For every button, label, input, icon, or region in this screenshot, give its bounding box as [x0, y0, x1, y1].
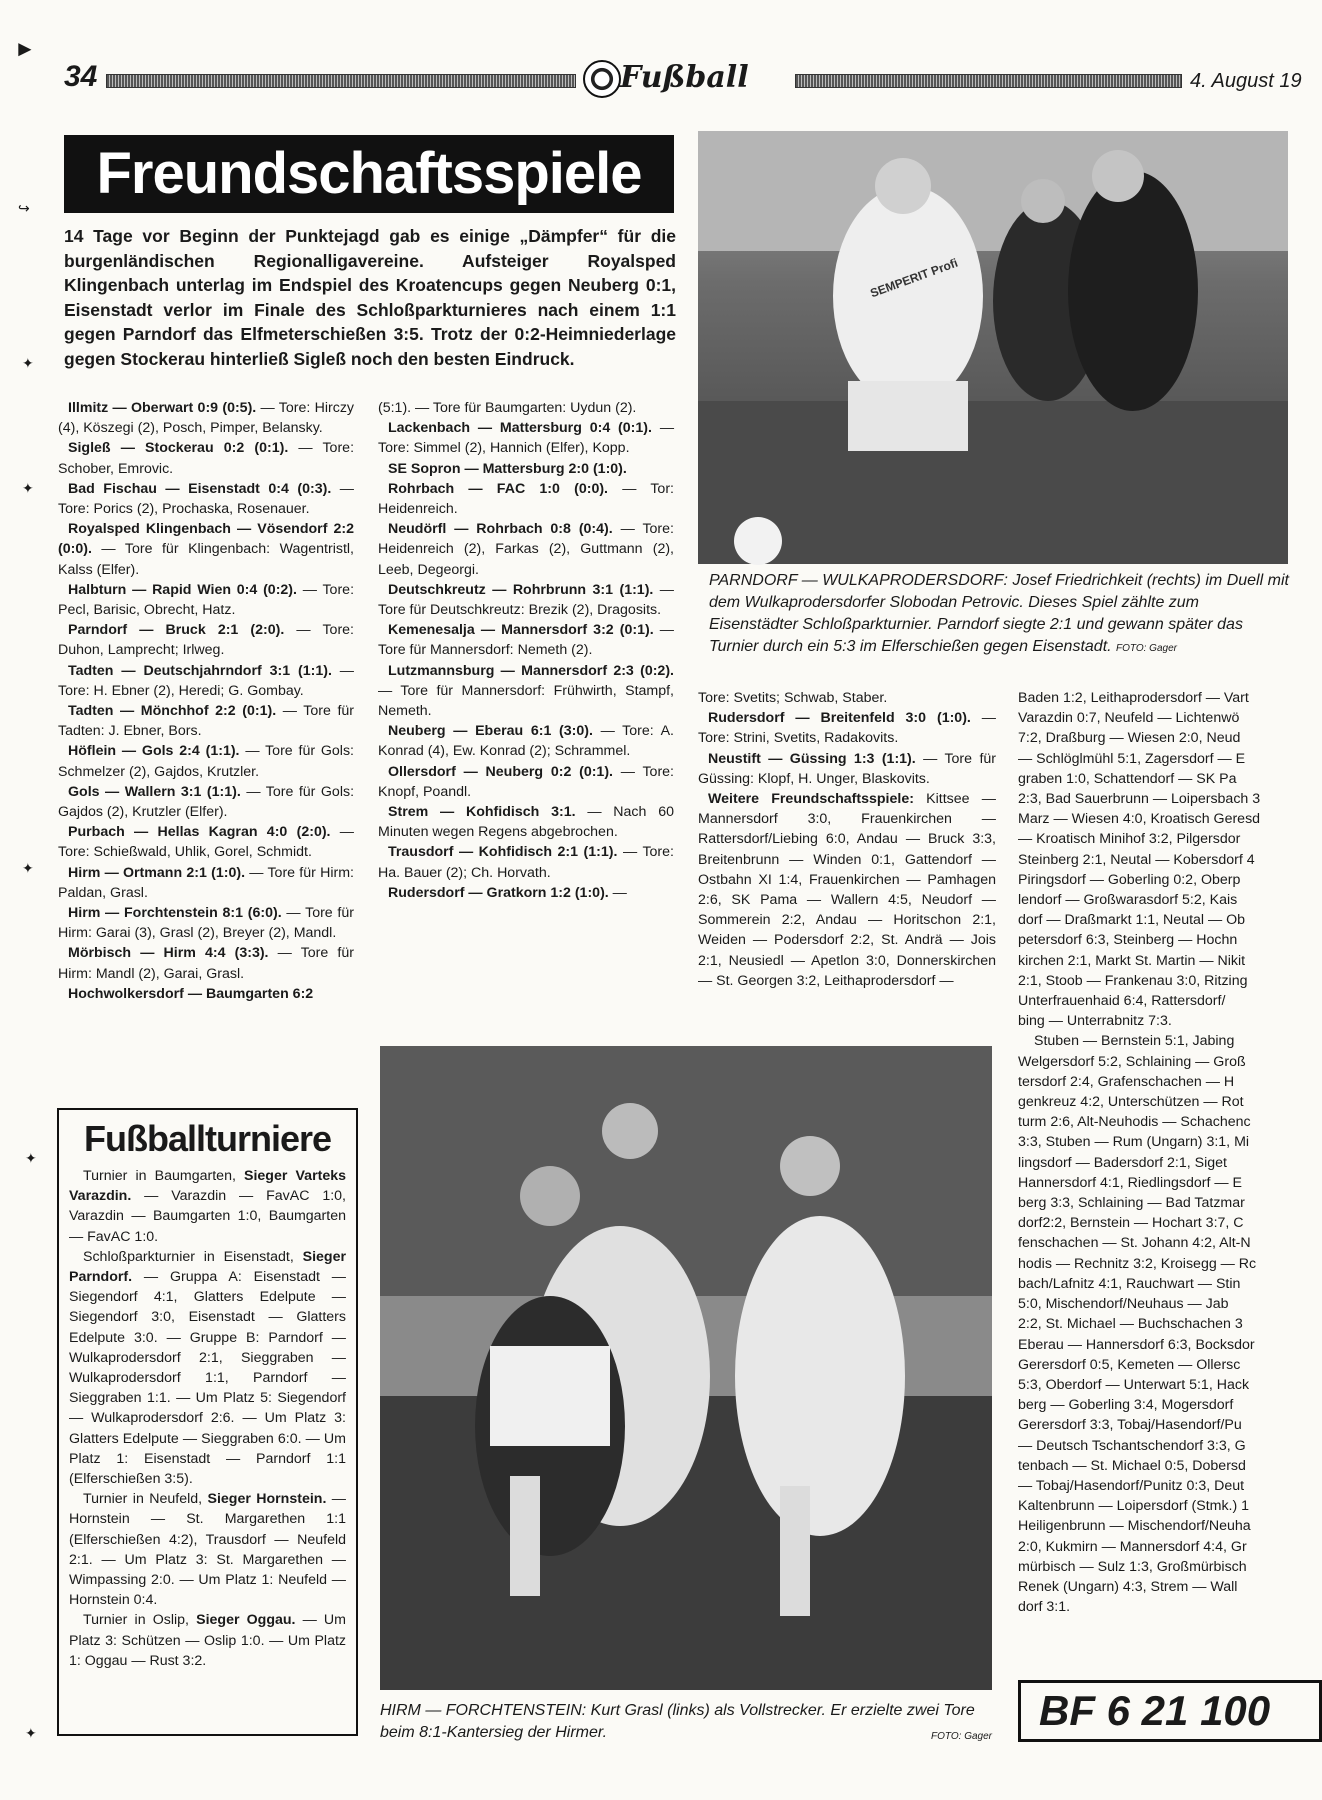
result-detail: — Tore für Klingenbach: Wagentristl, Kalss (Elfer).: [58, 541, 354, 578]
result-match: Mörbisch — Hirm 4:4 (3:3).: [68, 945, 269, 962]
tournament-entry: [69, 1610, 346, 1671]
photo-bottom-caption: [380, 1700, 992, 1744]
shirt-sponsor: SEMPERIT Profi: [868, 255, 960, 301]
result-detail: — Tore: Pecl, Barisic, Obrecht, Hatz.: [58, 581, 355, 619]
results-column-1: [58, 398, 354, 1004]
photo-bottom-credit: FOTO: Gager: [931, 1731, 992, 1742]
result-match: Tadten — Mönchhof 2:2 (0:1).: [68, 703, 277, 720]
result-line: Gerersdorf 3:3, Tobaj/Hasendorf/Pu: [1018, 1417, 1242, 1434]
result-detail: — Tore: Ha. Bauer (2); Ch. Horvath.: [378, 844, 674, 881]
result-line: Baden 1:2, Leithaprodersdorf — Vart: [1018, 690, 1249, 706]
photo-bottom-caption-text: HIRM — FORCHTENSTEIN: Kurt Grasl (links) als Vollstrecker. Er erzielte zwei Tore beim 8:1-Kantersieg der Hirmer.: [380, 1702, 975, 1741]
result-line: Heiligenbrunn — Mischendorf/Neuha: [1018, 1518, 1251, 1535]
result-line: kirchen 2:1, Markt St. Martin — Nikit: [1018, 952, 1246, 969]
result-line: — Schlöglmühl 5:1, Zagersdorf — E: [1018, 750, 1246, 767]
result-match: Rudersdorf — Breitenfeld 3:0 (1:0).: [708, 710, 971, 727]
result-match: Rohrbach — FAC 1:0 (0:0).: [388, 480, 608, 497]
issue-date: 4. August 19: [1190, 70, 1302, 92]
photo-top-caption-text: PARNDORF — WULKAPRODERSDORF: Josef Friedrichkeit (rechts) im Duell mit dem Wulkaprodersdorfer Slobodan Petrovic. Dieses Spiel zählte zum Eisenstädter Schloßparkturnier. Parndorf siegte 2:1 und gewann später das Turnier durch ein 5:3 im Elferschießen gegen Eisenstadt.: [709, 572, 1289, 655]
tournament-winner: Sieger Varteks Varazdin.: [69, 1168, 346, 1205]
result-entry: [58, 984, 354, 1004]
result-line: 3:3, Stuben — Rum (Ungarn) 3:1, Mi: [1018, 1134, 1250, 1151]
result-line: berg 3:3, Schlaining — Bad Tatzmar: [1018, 1195, 1245, 1212]
result-entry: [378, 459, 674, 479]
result-match: Illmitz — Oberwart 0:9 (0:5).: [68, 400, 257, 416]
tournament-winner: Sieger Hornstein.: [207, 1491, 327, 1508]
margin-mark: ✦: [25, 1150, 37, 1166]
result-line: Stuben — Bernstein 5:1, Jabing: [1034, 1033, 1235, 1050]
photo-hirm-match: [380, 1046, 992, 1690]
result-match: Neustift — Güssing 1:3 (1:1).: [708, 750, 916, 767]
margin-mark: ✦: [25, 1725, 37, 1741]
result-detail: Tore: Svetits; Schwab, Staber.: [698, 690, 888, 706]
page-number: 34: [64, 60, 98, 93]
result-match: Weitere Freundschaftsspiele:: [708, 791, 914, 808]
result-line: bach/Lafnitz 4:1, Rauchwart — Stin: [1018, 1275, 1241, 1292]
result-match: Strem — Kohfidisch 3:1.: [388, 804, 576, 821]
result-line: bing — Unterrabnitz 7:3.: [1018, 1013, 1172, 1030]
result-match: Lutzmannsburg — Mannersdorf 2:3 (0:2).: [388, 662, 674, 679]
header-rule-right: [795, 74, 1182, 88]
result-line: 5:0, Mischendorf/Neuhaus — Jab: [1018, 1296, 1229, 1313]
result-detail: — Tore für Hirm: Garai (3), Grasl (2), Breyer (2), Mandl.: [58, 905, 354, 942]
result-match: Bad Fischau — Eisenstadt 0:4 (0:3).: [68, 480, 332, 497]
result-entry: [378, 883, 674, 903]
result-line: 2:2, St. Michael — Buchschachen 3: [1018, 1316, 1243, 1333]
tournament-results: — Hornstein — St. Margarethen 1:1 (Elferschießen 4:2), Trausdorf — Neufeld 2:1. — Um Platz 3: St. Margarethen — Wimpassing 2:0. — Um Platz 1: Neufeld — Hornstein 0:4.: [69, 1491, 346, 1609]
margin-arrow: ►: [14, 36, 36, 61]
result-line: tenbach — St. Michael 0:5, Dobersd: [1018, 1457, 1246, 1474]
result-detail: — Tore: Porics (2), Prochaska, Rosenauer.: [58, 480, 354, 518]
result-detail: — Tore: Schober, Emrovic.: [58, 440, 355, 477]
tournament-results: — Varazdin — FavAC 1:0, Varazdin — Baumgarten 1:0, Baumgarten — FavAC 1:0.: [69, 1188, 346, 1245]
result-match: Neudörfl — Rohrbach 0:8 (0:4).: [388, 521, 613, 538]
result-line: hodis — Rechnitz 3:2, Kroisegg — Rc: [1018, 1255, 1257, 1272]
result-match: Royalsped Klingenbach — Vösendorf 2:2 (0:0).: [58, 521, 354, 558]
section-logo: Fußball: [620, 60, 749, 95]
result-detail: — Tor: Heidenreich.: [378, 480, 674, 518]
result-line: 5:3, Oberdorf — Unterwart 5:1, Hack: [1018, 1376, 1250, 1393]
result-match: Halbturn — Rapid Wien 0:4 (0:2).: [68, 581, 297, 598]
tournament-lead: Turnier in Baumgarten,: [83, 1168, 245, 1184]
result-detail: —: [608, 884, 627, 901]
result-detail: — Tore: A. Konrad (4), Ew. Konrad (2); Schrammel.: [378, 723, 674, 760]
result-line: 2:1, Stoob — Frankenau 3:0, Ritzing: [1018, 972, 1248, 989]
result-detail: — Tore: Strini, Svetits, Radakovits.: [698, 710, 996, 747]
tournament-entry: [69, 1489, 346, 1610]
result-line: — Kroatisch Minihof 3:2, Pilgersdor: [1018, 831, 1241, 848]
result-line: — Tobaj/Hasendorf/Punitz 0:3, Deut: [1018, 1477, 1245, 1494]
results-column-4: [1018, 688, 1300, 1617]
margin-mark: ✦: [22, 480, 34, 496]
result-entry: [58, 661, 354, 701]
result-match: Gols — Wallern 3:1 (1:1).: [68, 783, 241, 800]
margin-mark: ✦: [22, 860, 34, 876]
result-detail: — Tore: Schießwald, Uhlik, Gorel, Schmidt.: [58, 824, 354, 861]
result-entry: [378, 721, 674, 761]
result-entry: [698, 708, 996, 748]
result-detail: — Tore für Gols: Schmelzer (2), Gajdos, Krutzler.: [58, 743, 354, 780]
tournament-winner: Sieger Oggau.: [196, 1612, 296, 1629]
photo-parndorf-match: [698, 131, 1288, 564]
result-line: turm 2:6, Alt-Neuhodis — Schachenc: [1018, 1114, 1251, 1131]
tournaments-list: [59, 1166, 356, 1671]
result-line: berg — Goberling 3:4, Mogersdorf: [1018, 1397, 1234, 1414]
result-entry: [58, 580, 354, 620]
tournament-results: — Gruppa A: Eisenstadt — Siegendorf 4:1, Glatters Edelpute — Siegendorf 3:0, Eisenstadt — Glatters Edelpute 3:0. — Gruppe B: Parndorf — Wulkaprodersdorf 2:1, Sieggraben — Wulkaprodersdorf 1:1, Parndorf — Sieggraben 1:1. — Um Platz 5: Siegendorf — Wulkaprodersdorf 2:6. — Um Platz 3: Glatters Edelpute — Sieggraben 6:0. — Um Platz 1: Eisenstadt — Parndorf 1:1 (Elferschießen 3:5).: [69, 1269, 346, 1488]
result-line: petersdorf 6:3, Steinberg — Hochn: [1018, 932, 1238, 949]
result-entry: [58, 519, 354, 580]
result-line: dorf 3:1.: [1018, 1599, 1071, 1616]
result-match: Rudersdorf — Gratkorn 1:2 (1:0).: [388, 884, 609, 901]
result-detail: — Tore für Mannersdorf: Nemeth (2).: [378, 622, 674, 659]
result-line: lendorf — Großwarasdorf 5:2, Kais: [1018, 892, 1238, 909]
result-entry: [378, 519, 674, 580]
result-line: Renek (Ungarn) 4:3, Strem — Wall: [1018, 1578, 1238, 1595]
result-match: Lackenbach — Mattersburg 0:4 (0:1).: [388, 420, 652, 437]
result-entry: [698, 688, 996, 708]
result-line: 2:0, Kukmirn — Mannersdorf 4:4, Gr: [1018, 1538, 1247, 1555]
result-line: graben 1:0, Schattendorf — SK Pa: [1018, 770, 1237, 787]
footer-code: BF 6 21 100: [1018, 1680, 1322, 1742]
result-match: Kemenesalja — Mannersdorf 3:2 (0:1).: [388, 622, 654, 639]
result-line: lingsdorf — Badersdorf 2:1, Siget: [1018, 1154, 1227, 1171]
result-entry: [378, 661, 674, 722]
result-detail: — Tore für Gols: Gajdos (2), Krutzler (Elfer).: [58, 783, 355, 821]
result-line: 7:2, Draßburg — Wiesen 2:0, Neud: [1018, 730, 1241, 747]
result-line: 2:3, Bad Sauerbrunn — Loipersbach 3: [1018, 791, 1261, 808]
result-detail: — Tore für Güssing: Klopf, H. Unger, Blaskovits.: [698, 750, 996, 787]
result-line: dorf2:2, Bernstein — Hochart 3:7, C: [1018, 1215, 1244, 1232]
result-match: Hochwolkersdorf — Baumgarten 6:2: [68, 985, 314, 1002]
result-detail: Kittsee — Mannersdorf 3:0, Frauenkirchen — Rattersdorf/Liebing 6:0, Andau — Bruck 3:3, Breitenbrunn — Winden 0:1, Gattendorf — Ostbahn XI 1:4, Frauenkirchen — Pamhagen 2:6, SK Pama — Wallern 4:5, Neudorf — Sommerein 2:2, Andau — Horitschon 2:1, Weiden — Podersdorf 2:2, St. Andrä — Jois 2:1, Neusiedl — Apetlon 3:0, Donnerskirchen — St. Georgen 3:2, Leithaprodersdorf —: [698, 791, 996, 989]
result-match: Ollersdorf — Neuberg 0:2 (0:1).: [388, 763, 613, 780]
article-title: Freundschaftsspiele: [64, 135, 674, 213]
result-detail: — Tore für Hirm: Mandl (2), Garai, Grasl.: [58, 945, 354, 982]
result-detail: — Tore: Duhon, Lamprecht; Irlweg.: [58, 622, 354, 659]
header-rule-left: [106, 74, 576, 88]
tournaments-box: [57, 1108, 358, 1736]
result-match: Purbach — Hellas Kagran 4:0 (2:0).: [68, 824, 331, 841]
result-line: Piringsdorf — Goberling 0:2, Oberp: [1018, 871, 1241, 888]
result-line: Welgersdorf 5:2, Schlaining — Groß: [1018, 1053, 1246, 1070]
result-line: fenschachen — St. Johann 4:2, Alt-N: [1018, 1235, 1251, 1252]
photo-top-credit: FOTO: Gager: [1116, 643, 1177, 654]
result-entry: [58, 620, 354, 660]
tournament-lead: Schloßparkturnier in Eisenstadt,: [83, 1248, 303, 1265]
result-detail: — Tore: Simmel (2), Hannich (Elfer), Kopp.: [378, 420, 675, 457]
result-entry: [378, 479, 674, 519]
result-detail: — Tore: Hirczy (4), Köszegi (2), Posch, Pimper, Belansky.: [58, 400, 355, 437]
margin-mark: ↪: [18, 200, 30, 216]
result-line: Kaltenbrunn — Loipersdorf (Stmk.) 1: [1018, 1498, 1250, 1515]
result-entry: [378, 580, 674, 620]
result-detail: — Tore für Tadten: J. Ebner, Bors.: [58, 703, 354, 740]
result-entry: [58, 822, 354, 862]
result-match: Sigleß — Stockerau 0:2 (0:1).: [68, 440, 289, 457]
result-line: Varazdin 0:7, Neufeld — Lichtenwö: [1018, 710, 1240, 727]
result-entry: [58, 782, 354, 822]
result-detail: — Tore: Knopf, Poandl.: [378, 763, 674, 800]
tournament-entry: [69, 1247, 346, 1489]
result-line: tersdorf 2:4, Grafenschachen — H: [1018, 1073, 1235, 1090]
result-detail: — Tore für Mannersdorf: Frühwirth, Stampf, Nemeth.: [378, 682, 674, 720]
tournament-lead: Turnier in Neufeld,: [83, 1491, 208, 1508]
result-match: Hirm — Forchtenstein 8:1 (6:0).: [68, 905, 282, 922]
result-line: Gerersdorf 0:5, Kemeten — Ollersc: [1018, 1356, 1241, 1373]
result-entry: [378, 418, 674, 458]
result-match: Deutschkreutz — Rohrbrunn 3:1 (1:1).: [388, 581, 654, 598]
result-line: Steinberg 2:1, Neutal — Kobersdorf 4: [1018, 851, 1255, 868]
result-detail: — Nach 60 Minuten wegen Regens abgebrochen.: [378, 804, 674, 841]
result-match: Tadten — Deutschjahrndorf 3:1 (1:1).: [68, 662, 332, 679]
result-entry: [58, 479, 354, 519]
result-match: Hirm — Ortmann 2:1 (1:0).: [68, 864, 246, 881]
result-match: Neuberg — Eberau 6:1 (3:0).: [388, 723, 593, 740]
result-entry: [378, 802, 674, 842]
photo-illustration: [698, 131, 1288, 564]
result-line: — Deutsch Tschantschendorf 3:3, G: [1018, 1437, 1246, 1454]
tournament-results: — Um Platz 3: Schützen — Oslip 1:0. — Um Platz 1: Oggau — Rust 3:2.: [69, 1612, 346, 1669]
result-line: Marz — Wiesen 4:0, Kroatisch Geresd: [1018, 811, 1261, 828]
result-entry: [378, 842, 674, 882]
result-detail: — Tore für Hirm: Paldan, Grasl.: [58, 864, 354, 901]
football-icon: [583, 60, 621, 98]
article-lead: 14 Tage vor Beginn der Punktejagd gab es einige „Dämpfer“ für die burgenländischen Regionalligavereine. Aufsteiger Royalsped Klingenbach unterlag im Endspiel des Kroatencups gegen Neuberg 0:1, Eisenstadt verlor im Finale des Schloßparkturnieres nach einem 1:1 gegen Parndorf das Elfmeterschießen 3:5. Trotz der 0:2-Heimniederlage gegen Stockerau hinterließ Sigleß noch den besten Eindruck.: [64, 226, 676, 369]
result-line: Eberau — Hannersdorf 6:3, Bocksdor: [1018, 1336, 1255, 1353]
result-detail: (5:1). — Tore für Baumgarten: Uydun (2).: [378, 400, 637, 416]
result-line: Hannersdorf 4:1, Riedlingsdorf — E: [1018, 1174, 1242, 1191]
tournament-lead: Turnier in Oslip,: [83, 1612, 197, 1629]
result-entry: [58, 741, 354, 781]
result-entry: [58, 863, 354, 903]
results-column-2: [378, 398, 674, 903]
result-detail: — Tore: Heidenreich (2), Farkas (2), Guttmann (2), Leeb, Degeorgi.: [378, 521, 674, 578]
result-entry: [58, 701, 354, 741]
result-entry: [58, 438, 354, 478]
results-column-3: [698, 688, 996, 991]
result-detail: — Tore: H. Ebner (2), Heredi; G. Gombay.: [58, 662, 354, 699]
result-match: Höflein — Gols 2:4 (1:1).: [68, 743, 240, 760]
result-line: Unterfrauenhaid 6:4, Rattersdorf/: [1018, 993, 1226, 1010]
result-detail: — Tore für Deutschkreutz: Brezik (2), Dragosits.: [378, 581, 674, 619]
margin-mark: ✦: [22, 355, 34, 371]
result-entry: [378, 620, 674, 660]
result-entry: [58, 398, 354, 438]
result-line: mürbisch — Sulz 1:3, Großmürbisch: [1018, 1558, 1247, 1575]
result-line: dorf — Draßmarkt 1:1, Neutal — Ob: [1018, 912, 1246, 929]
result-entry: [378, 398, 674, 418]
tournament-winner: Sieger Parndorf.: [69, 1248, 346, 1286]
result-entry: [698, 749, 996, 789]
result-match: Trausdorf — Kohfidisch 2:1 (1:1).: [388, 844, 618, 861]
result-entry: [58, 943, 354, 983]
result-match: SE Sopron — Mattersburg 2:0 (1:0).: [388, 460, 627, 477]
photo-illustration-2: [380, 1046, 992, 1690]
result-line: genkreuz 4:2, Unterschützen — Rot: [1018, 1094, 1244, 1111]
result-entry: [698, 789, 996, 991]
result-match: Parndorf — Bruck 2:1 (2:0).: [68, 622, 285, 639]
tournaments-title: Fußballturniere: [83, 1118, 332, 1159]
tournament-entry: [69, 1166, 346, 1247]
result-entry: [378, 762, 674, 802]
result-entry: [58, 903, 354, 943]
photo-top-caption: [709, 570, 1289, 660]
